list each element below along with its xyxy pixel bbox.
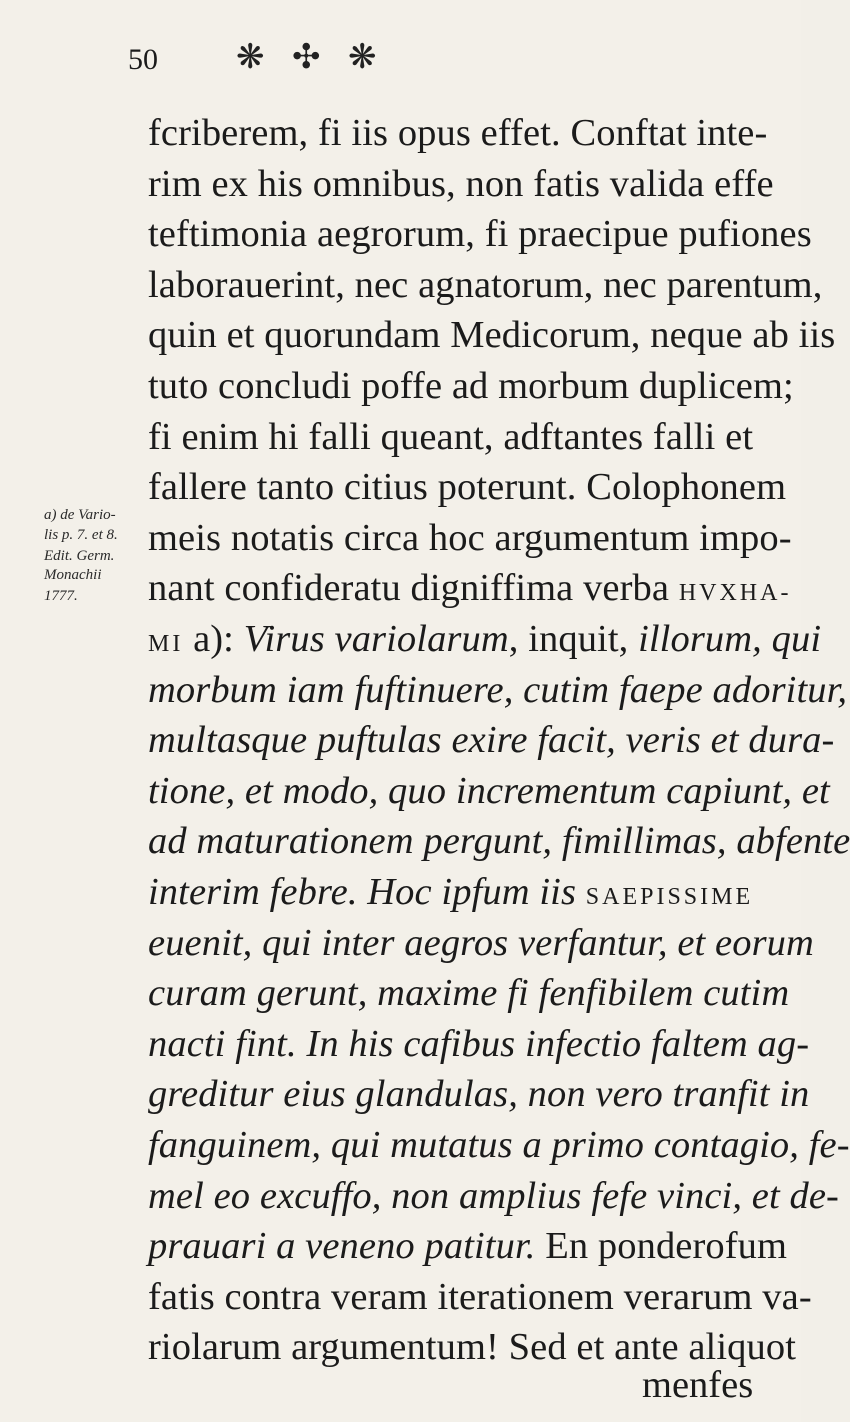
text-line	[148, 110, 767, 156]
text-run: MI	[148, 631, 184, 657]
text-line	[148, 161, 774, 207]
text-run: tuto concludi poffe ad morbum duplicem;	[148, 365, 794, 407]
text-line	[148, 616, 821, 667]
text-run: fcriberem, fi iis opus effet. Conftat inte-	[148, 112, 768, 154]
margin-note-line: Monachii	[44, 567, 102, 583]
margin-note-line: 1777.	[44, 588, 78, 604]
ornament-center-icon: ✣	[292, 39, 321, 76]
margin-note-line: a) de Vario-	[44, 507, 116, 523]
catchword: menfes	[642, 1364, 754, 1406]
text-run: quin et quorundam Medicorum, neque ab iis	[148, 314, 836, 357]
text-run: fallere tanto citius poterunt. Colophonem	[148, 466, 787, 509]
text-run: morbum iam fuftinuere, cutim faepe adoritur,	[148, 668, 848, 711]
text-line	[148, 818, 850, 864]
text-line	[148, 717, 834, 763]
margin-note-line: Edit. Germ.	[44, 548, 115, 564]
text-run: meis notatis circa hoc argumentum impo-	[148, 516, 792, 559]
text-run: euenit, qui inter aegros verfantur, et eorum	[148, 921, 814, 964]
text-line	[148, 970, 789, 1016]
text-line	[148, 1274, 812, 1320]
text-run: tione, et modo, quo incrementum capiunt, et	[148, 769, 830, 812]
text-line	[148, 667, 847, 713]
text-run: , inquit,	[508, 618, 639, 660]
text-line	[148, 768, 830, 814]
text-run: illorum, qui	[638, 618, 822, 660]
text-run: rim ex his omnibus, non fatis valida effe	[148, 162, 774, 205]
text-run: riolarum argumentum! Sed et ante aliquot	[148, 1326, 796, 1369]
text-run: nant confideratu digniffima verba	[148, 567, 679, 610]
text-run: En ponderofum	[535, 1225, 788, 1268]
text-run: greditur eius glandulas, non vero tranfit in	[148, 1073, 810, 1116]
text-run: curam gerunt, maxime fi fenfibilem cutim	[148, 972, 790, 1015]
text-run: fatis contra veram iterationem verarum va-	[148, 1275, 812, 1318]
text-run: prauari a veneno patitur.	[148, 1225, 536, 1268]
text-line	[148, 1173, 839, 1219]
text-line	[148, 1071, 809, 1117]
text-run: laborauerint, nec agnatorum, nec parentum,	[148, 263, 823, 306]
text-line	[148, 1122, 850, 1168]
page-number: 50	[128, 43, 158, 76]
text-run: HVXHA-	[678, 580, 792, 607]
text-line	[148, 363, 794, 409]
text-line	[148, 262, 822, 308]
text-line	[148, 1223, 787, 1269]
text-line	[148, 920, 814, 966]
text-line	[148, 211, 812, 257]
text-run: fanguinem, qui mutatus a primo contagio, fe-	[148, 1124, 850, 1166]
text-run: teftimonia aegrorum, fi praecipue pufiones	[148, 213, 812, 256]
text-line	[148, 869, 753, 920]
text-run: ad maturationem pergunt, fimillimas, abfente	[148, 820, 850, 863]
text-run: nacti fint. In his cafibus infectio faltem ag-	[148, 1022, 810, 1065]
text-run: Virus variolarum	[243, 618, 509, 660]
text-line	[148, 464, 786, 510]
text-line	[148, 565, 791, 616]
text-run: interim febre. Hoc ipfum iis	[148, 871, 586, 913]
text-run: fi enim hi falli queant, adftantes falli et	[148, 415, 754, 458]
text-line	[148, 414, 753, 460]
text-run: multasque puftulas exire facit, veris et dura-	[148, 719, 835, 762]
ornament-left-icon: ❋	[236, 39, 265, 76]
text-line	[148, 515, 792, 561]
text-run: a):	[183, 618, 244, 660]
text-run: SAEPISSIME	[585, 884, 754, 910]
text-line	[148, 312, 835, 358]
margin-note-line: lis p. 7. et 8.	[44, 527, 118, 543]
text-run: mel eo excuffo, non amplius fefe vinci, et de-	[148, 1174, 839, 1217]
ornament-right-icon: ❋	[348, 39, 377, 76]
text-line	[148, 1021, 809, 1067]
